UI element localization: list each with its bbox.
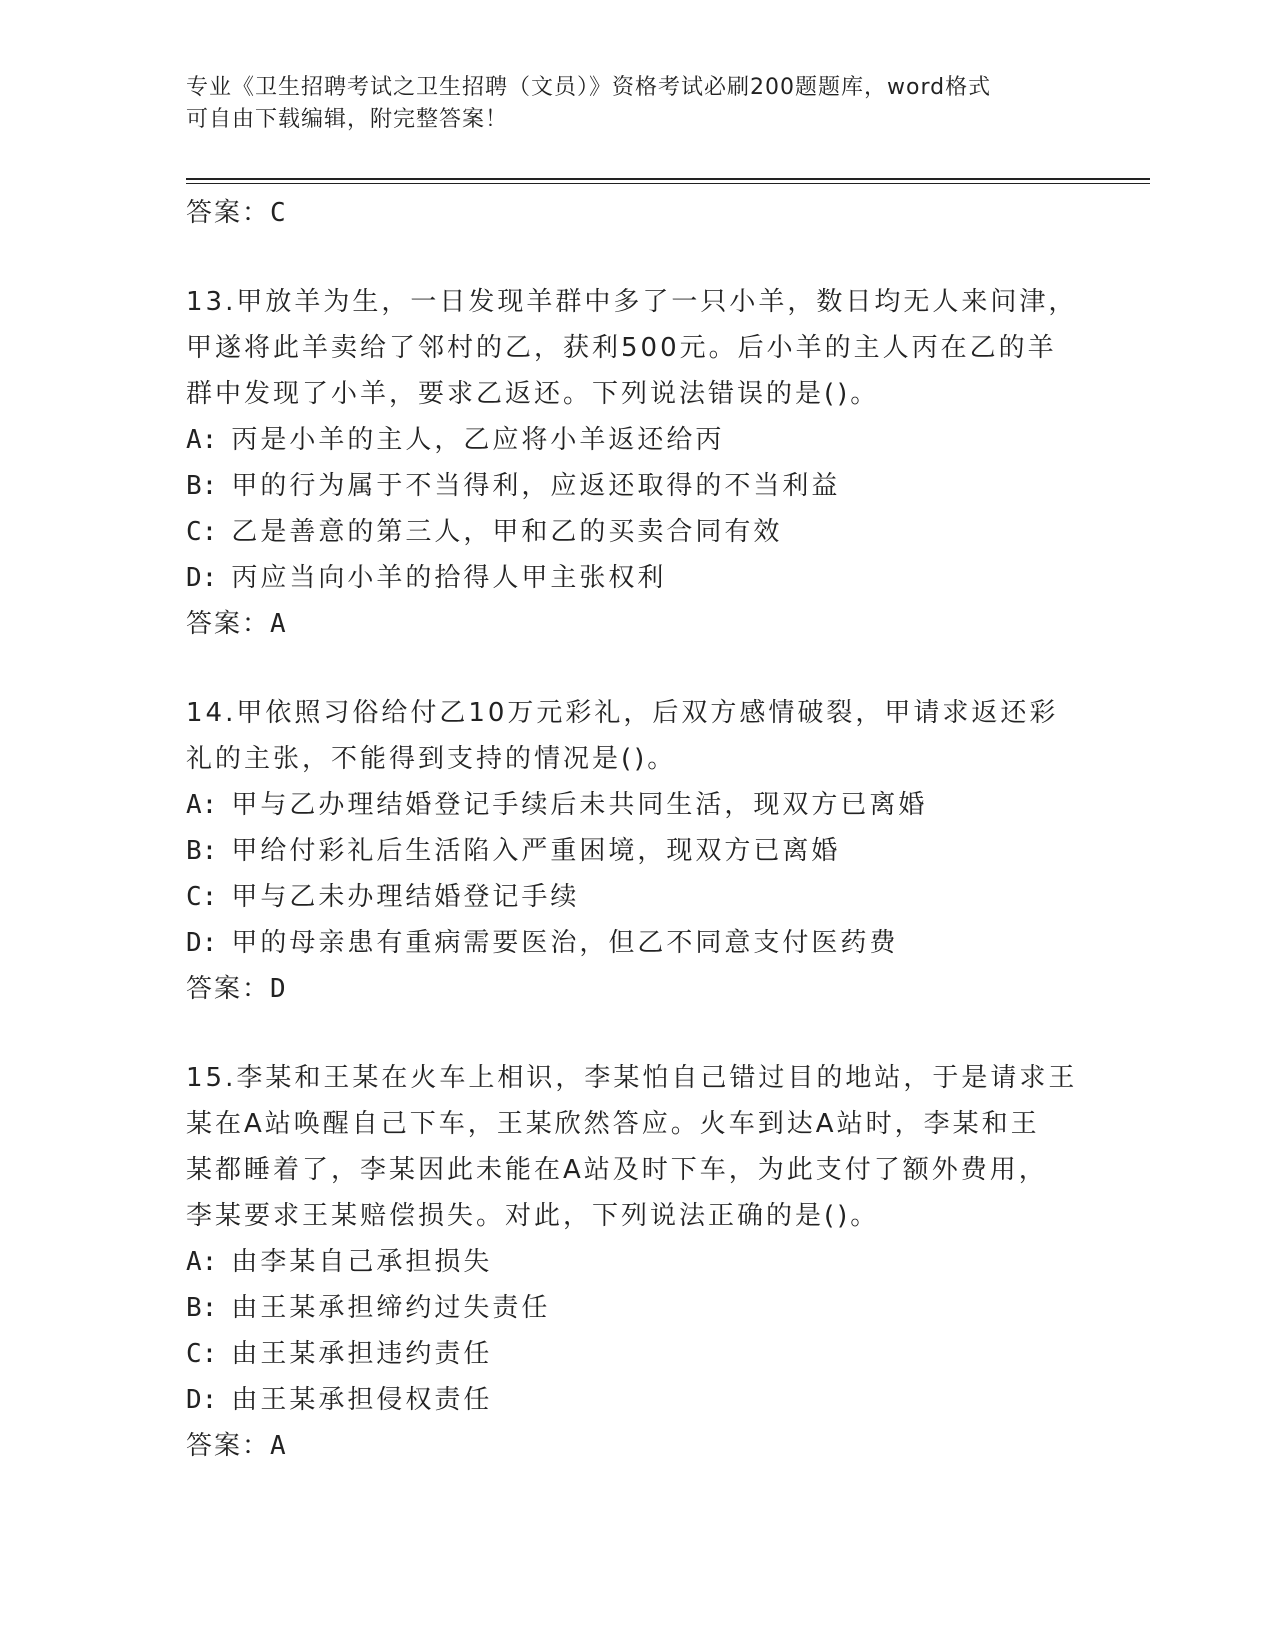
- option-key: C:: [186, 1339, 218, 1369]
- option-text: 甲与乙未办理结婚登记手续: [231, 882, 580, 912]
- answer-line-prev: [186, 190, 1086, 236]
- option-text: 丙是小羊的主人，乙应将小羊返还给丙: [231, 425, 725, 455]
- answer-label: 答案：: [186, 609, 271, 639]
- answer-label: 答案：: [186, 974, 271, 1004]
- question-text-line: 甲遂将此羊卖给了邻村的乙，获利500元。后小羊的主人丙在乙的羊: [186, 333, 1057, 363]
- answer-line: [186, 966, 1086, 1012]
- option-text: 甲与乙办理结婚登记手续后未共同生活，现双方已离婚: [231, 790, 928, 820]
- header-divider-thin: [186, 183, 1150, 184]
- question-text-line: 某都睡着了，李某因此未能在A站及时下车，为此支付了额外费用，: [186, 1155, 1048, 1185]
- question-text-line: 14.甲依照习俗给付乙10万元彩礼，后双方感情破裂，甲请求返还彩: [186, 698, 1059, 728]
- option-key: C:: [186, 882, 218, 912]
- question-text-line: 群中发现了小羊，要求乙返还。下列说法错误的是()。: [186, 379, 880, 409]
- option-key: D:: [186, 563, 218, 593]
- answer-label: 答案：: [186, 198, 271, 228]
- option-b: [186, 828, 1086, 874]
- option-text: 由王某承担违约责任: [231, 1339, 493, 1369]
- option-key: B:: [186, 836, 218, 866]
- option-d: [186, 920, 1086, 966]
- answer-label: 答案：: [186, 1431, 271, 1461]
- question-14: [186, 690, 1086, 1012]
- document-header: [186, 72, 1066, 136]
- header-title-line-2: 可自由下载编辑，附完整答案！: [186, 107, 509, 132]
- spacer: [186, 1012, 1086, 1055]
- option-key: A:: [186, 790, 218, 820]
- question-text-line: 15.李某和王某在火车上相识，李某怕自己错过目的地站，于是请求王: [186, 1063, 1078, 1093]
- question-15: [186, 1055, 1086, 1469]
- option-d: [186, 555, 1086, 601]
- answer-value: D: [270, 974, 286, 1004]
- option-text: 由王某承担侵权责任: [231, 1385, 493, 1415]
- answer-value: A: [270, 1431, 286, 1461]
- option-c: [186, 1331, 1086, 1377]
- question-content: [186, 190, 1086, 1469]
- spacer: [186, 647, 1086, 690]
- question-text-line: 李某要求王某赔偿损失。对此，下列说法正确的是()。: [186, 1201, 880, 1231]
- option-text: 乙是善意的第三人，甲和乙的买卖合同有效: [231, 517, 783, 547]
- question-text-line: 礼的主张，不能得到支持的情况是()。: [186, 744, 677, 774]
- option-key: A:: [186, 1247, 218, 1277]
- question-13: [186, 279, 1086, 647]
- option-key: D:: [186, 928, 218, 958]
- option-text: 甲给付彩礼后生活陷入严重困境，现双方已离婚: [231, 836, 841, 866]
- spacer: [186, 236, 1086, 279]
- option-key: A:: [186, 425, 218, 455]
- option-text: 甲的行为属于不当得利，应返还取得的不当利益: [231, 471, 841, 501]
- option-c: [186, 509, 1086, 555]
- question-text-line: 某在A站唤醒自己下车，王某欣然答应。火车到达A站时，李某和王: [186, 1109, 1040, 1139]
- question-text-line: 13.甲放羊为生，一日发现羊群中多了一只小羊，数日均无人来问津，: [186, 287, 1078, 317]
- option-a: [186, 1239, 1086, 1285]
- answer-value: A: [270, 609, 286, 639]
- answer-value: C: [270, 198, 286, 228]
- option-text: 由李某自己承担损失: [231, 1247, 493, 1277]
- option-b: [186, 463, 1086, 509]
- option-a: [186, 417, 1086, 463]
- option-d: [186, 1377, 1086, 1423]
- option-key: D:: [186, 1385, 218, 1415]
- answer-line: [186, 601, 1086, 647]
- option-text: 由王某承担缔约过失责任: [231, 1293, 551, 1323]
- option-c: [186, 874, 1086, 920]
- option-text: 甲的母亲患有重病需要医治，但乙不同意支付医药费: [231, 928, 899, 958]
- option-b: [186, 1285, 1086, 1331]
- option-key: B:: [186, 471, 218, 501]
- header-divider-thick: [186, 178, 1150, 180]
- option-a: [186, 782, 1086, 828]
- option-key: C:: [186, 517, 218, 547]
- answer-line: [186, 1423, 1086, 1469]
- header-title-line-1: 专业《卫生招聘考试之卫生招聘（文员）》资格考试必刷200题题库，word格式: [186, 75, 992, 100]
- option-text: 丙应当向小羊的拾得人甲主张权利: [231, 563, 667, 593]
- option-key: B:: [186, 1293, 218, 1323]
